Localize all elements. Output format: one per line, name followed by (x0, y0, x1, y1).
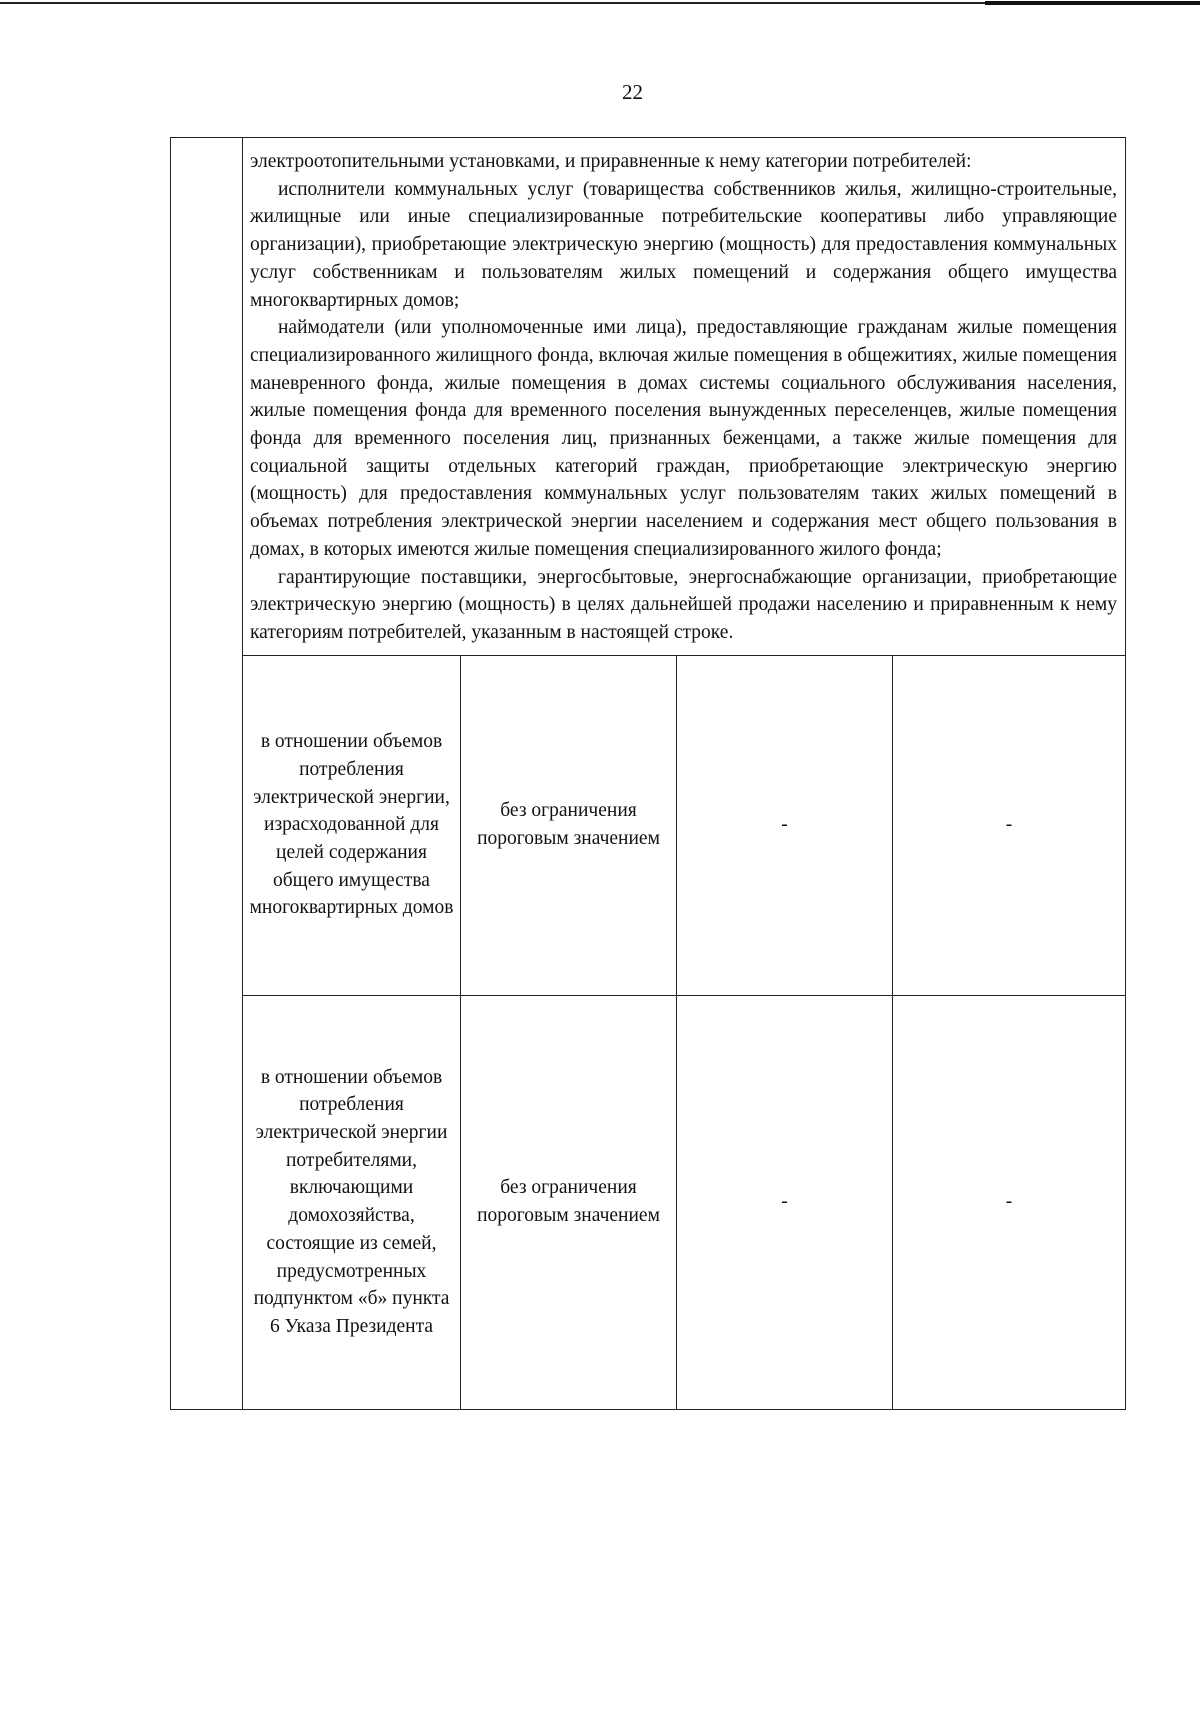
row-value-1: - (677, 655, 893, 995)
paragraph-guaranteeing-suppliers: гарантирующие поставщики, энергосбытовые, энергоснабжающие организации, приобретающие электрическую энергию (мощность) в целях дальнейшей продажи населению и приравненным к нему категориям потребителей, указанным в настоящей строке. (250, 566, 1117, 643)
row-number-cell (171, 138, 243, 1410)
paragraph-landlords: наймодатели (или уполномоченные ими лица), предоставляющие гражданам жилые помещения специализированного жилищного фонда, включая жилые помещения в общежитиях, жилые помещения маневренного фонда, жилые помещения в домах системы социального обслуживания населения, жилые помещения фонда для временного поселения вынужденных переселенцев, жилые помещения фонда для временного поселения лиц, признанных беженцами, а также жилые помещения для социальной защиты отдельных категорий граждан, приобретающие электрическую энергию (мощность) для предоставления коммунальных услуг пользователям таких жилых помещений в объемах потребления электрической энергии населением и содержания мест общего пользования в домах, в которых имеются жилые помещения специализированного жилого фонда; (250, 317, 1117, 560)
table-row-consumer-categories (171, 138, 1126, 656)
page-number: 22 (622, 80, 643, 104)
paragraph-heating-installations: электроотопительными установками, и приравненные к нему категории потребителей: (250, 151, 972, 172)
paragraph-utility-providers: исполнители коммунальных услуг (товарищества собственников жилья, жилищно-строительные, жилищные или иные специализированные потребительские кооперативы либо управляющие организации), приобретающие электрическую энергию (мощность) для предоставления коммунальных услуг собственникам и пользователям жилых помещений и содержания общего имущества многоквартирных домов; (250, 178, 1117, 311)
table-row (171, 995, 1126, 1409)
row-description: в отношении объемов потребления электрической энергии, израсходованной для целей содержания общего имущества многоквартирных домов (243, 655, 461, 995)
scan-top-edge-mark (985, 1, 1200, 5)
row-description: в отношении объемов потребления электрической энергии потребителями, включающими домохозяйства, состоящие из семей, предусмотренных подпунктом «б» пункта 6 Указа Президента (243, 995, 461, 1409)
table-row (171, 655, 1126, 995)
row-value-1: - (677, 995, 893, 1409)
row-value-2: - (893, 655, 1126, 995)
consumer-categories-cell (243, 138, 1126, 656)
row-value-2: - (893, 995, 1126, 1409)
row-limit: без ограничения пороговым значением (461, 655, 677, 995)
row-limit: без ограничения пороговым значением (461, 995, 677, 1409)
tariff-table (170, 137, 1126, 1410)
